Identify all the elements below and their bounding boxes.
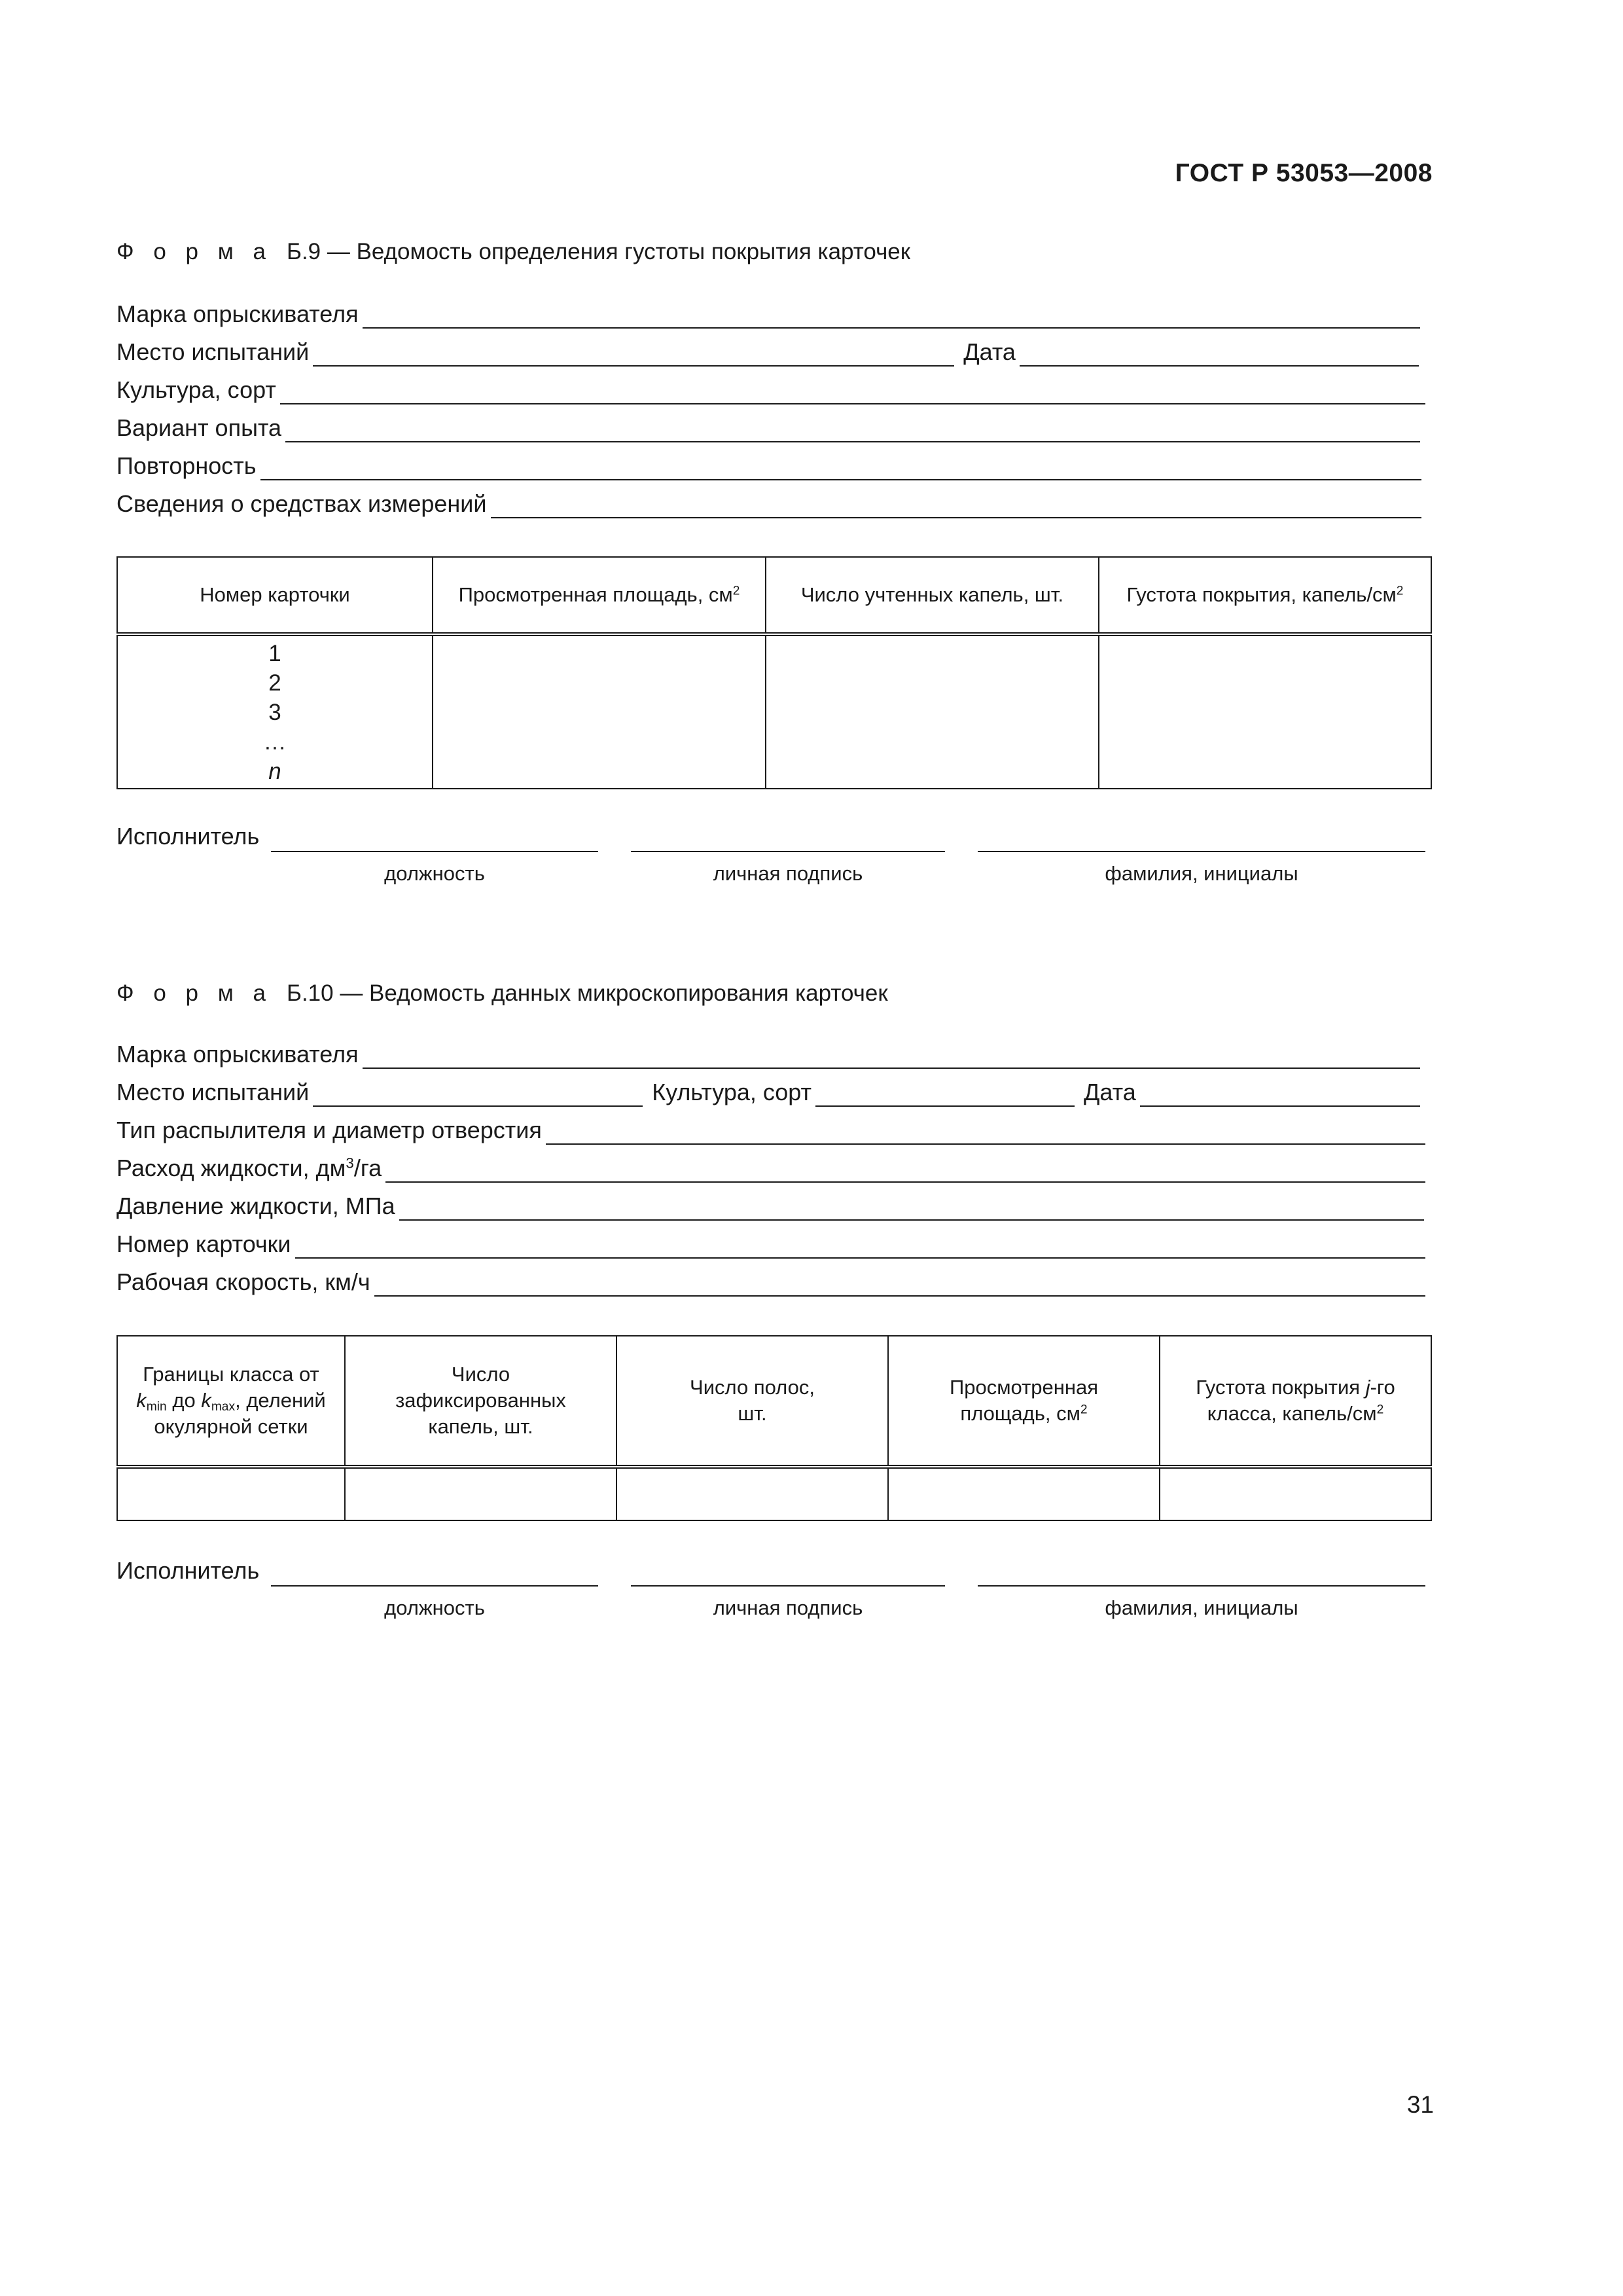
crop-label: Культура, сорт xyxy=(116,376,276,403)
header-strip-count: Число полос, шт. xyxy=(616,1336,888,1467)
header-fixed-drops: Число зафиксированных капель, шт. xyxy=(345,1336,616,1467)
signature-caption: личная подпись xyxy=(713,862,863,885)
nozzle-label: Тип распылителя и диаметр отверстия xyxy=(116,1117,542,1143)
header-coverage-density: Густота покрытия, капель/$см^2$ xyxy=(1099,557,1431,634)
card-number-n: n xyxy=(268,758,281,784)
sprayer-field[interactable] xyxy=(363,327,1420,329)
signature-caption: личная подпись xyxy=(713,1596,863,1619)
table-header-row xyxy=(117,557,1431,634)
card-number-1: 1 xyxy=(268,640,281,666)
date-label: Дата xyxy=(963,338,1016,365)
form-b10-card-row xyxy=(116,1226,1425,1259)
page-number: 31 xyxy=(1406,2091,1434,2118)
form-b9-crop-row xyxy=(116,372,1425,404)
form-b10-table xyxy=(116,1335,1432,1521)
card-number-2: 2 xyxy=(268,670,281,696)
name-field[interactable] xyxy=(978,850,1425,852)
form-b10-nozzle-row xyxy=(116,1112,1425,1145)
header-viewed-area: Просмотренная площадь, $см^2$ xyxy=(433,557,766,634)
sprayer-field[interactable] xyxy=(363,1067,1420,1069)
form-b10-flow-row xyxy=(116,1150,1425,1183)
sprayer-label: Марка опрыскивателя xyxy=(116,300,359,327)
place-label: Место испытаний xyxy=(116,338,310,365)
repeat-label: Повторность xyxy=(116,452,257,479)
date-field[interactable] xyxy=(1140,1105,1420,1107)
name-field[interactable] xyxy=(978,1585,1425,1587)
form-b10-pressure-row xyxy=(116,1188,1424,1221)
card-number-cell xyxy=(117,634,433,789)
fixed-drops-cell[interactable] xyxy=(345,1467,616,1520)
variant-field[interactable] xyxy=(285,440,1420,442)
card-label: Номер карточки xyxy=(116,1230,291,1257)
form-b10-caption-prefix: Ф о р м а xyxy=(116,980,272,1006)
form-b10-signature xyxy=(116,1557,1425,1629)
header-class-density: Густота покрытия j-го класса, капель/$см^2$ xyxy=(1160,1336,1431,1467)
class-bounds-cell[interactable] xyxy=(117,1467,345,1520)
name-caption: фамилия, инициалы xyxy=(1105,1596,1298,1619)
nozzle-field[interactable] xyxy=(546,1143,1425,1145)
name-caption: фамилия, инициалы xyxy=(1105,862,1298,885)
position-caption: должность xyxy=(384,862,485,885)
form-b10-caption-text: Б.10 — Ведомость данных микроскопирования карточек xyxy=(286,980,888,1006)
strip-count-cell[interactable] xyxy=(616,1467,888,1520)
flow-label: Расход жидкости, $дм^3/га$ xyxy=(116,1155,382,1181)
form-b9-variant-row xyxy=(116,410,1420,442)
header-card-number: Номер карточки xyxy=(117,557,433,634)
pressure-label: Давление жидкости, МПа xyxy=(116,1193,395,1219)
table-row xyxy=(117,634,1431,789)
form-b9-place-date-row xyxy=(116,334,1419,367)
speed-field[interactable] xyxy=(374,1295,1425,1297)
table-row xyxy=(117,1467,1431,1520)
form-b9-instruments-row xyxy=(116,486,1421,518)
header-drops-counted: Число учтенных капель, шт. xyxy=(766,557,1099,634)
instruments-label: Сведения о средствах измерений xyxy=(116,490,487,517)
form-b9-sprayer-row xyxy=(116,296,1420,329)
card-number-ellipsis: … xyxy=(263,728,287,755)
signature-field[interactable] xyxy=(631,850,945,852)
pressure-field[interactable] xyxy=(399,1219,1424,1221)
crop-field[interactable] xyxy=(815,1105,1075,1107)
date-field[interactable] xyxy=(1020,365,1419,367)
position-field[interactable] xyxy=(271,850,598,852)
position-field[interactable] xyxy=(271,1585,598,1587)
card-field[interactable] xyxy=(295,1257,1425,1259)
form-b9-caption xyxy=(116,239,910,265)
signature-field[interactable] xyxy=(631,1585,945,1587)
form-b10-sprayer-row xyxy=(116,1036,1420,1069)
speed-label: Рабочая скорость, км/ч xyxy=(116,1268,370,1295)
flow-field[interactable] xyxy=(385,1181,1425,1183)
form-b9-caption-text: Б.9 — Ведомость определения густоты покрытия карточек xyxy=(286,239,911,264)
crop-label: Культура, сорт xyxy=(652,1079,812,1105)
table-header-row xyxy=(117,1336,1431,1467)
form-b9-signature xyxy=(116,823,1425,895)
crop-field[interactable] xyxy=(280,403,1425,404)
place-field[interactable] xyxy=(313,1105,643,1107)
instruments-field[interactable] xyxy=(491,516,1421,518)
form-b10-caption xyxy=(116,980,888,1007)
drops-counted-cell[interactable] xyxy=(766,634,1099,789)
class-density-cell[interactable] xyxy=(1160,1467,1431,1520)
executor-label: Исполнитель xyxy=(116,823,260,850)
card-number-3: 3 xyxy=(268,699,281,725)
variant-label: Вариант опыта xyxy=(116,414,282,441)
viewed-area-cell[interactable] xyxy=(888,1467,1160,1520)
place-field[interactable] xyxy=(313,365,954,367)
viewed-area-cell[interactable] xyxy=(433,634,766,789)
position-caption: должность xyxy=(384,1596,485,1619)
place-label: Место испытаний xyxy=(116,1079,310,1105)
date-label: Дата xyxy=(1084,1079,1136,1105)
form-b9-table xyxy=(116,556,1432,789)
repeat-field[interactable] xyxy=(260,478,1421,480)
executor-label: Исполнитель xyxy=(116,1557,260,1584)
document-code: ГОСТ Р 53053—2008 xyxy=(1175,159,1433,187)
form-b10-speed-row xyxy=(116,1264,1425,1297)
form-b9-caption-prefix: Ф о р м а xyxy=(116,239,272,264)
coverage-density-cell[interactable] xyxy=(1099,634,1431,789)
sprayer-label: Марка опрыскивателя xyxy=(116,1041,359,1067)
form-b10-place-crop-date-row xyxy=(116,1074,1420,1107)
header-viewed-area: Просмотренная площадь, $см^2$ xyxy=(888,1336,1160,1467)
header-class-bounds: Границы класса от $k_{min}$ до $k_{max}$, делений окулярной сетки xyxy=(117,1336,345,1467)
form-b9-repeat-row xyxy=(116,448,1421,480)
